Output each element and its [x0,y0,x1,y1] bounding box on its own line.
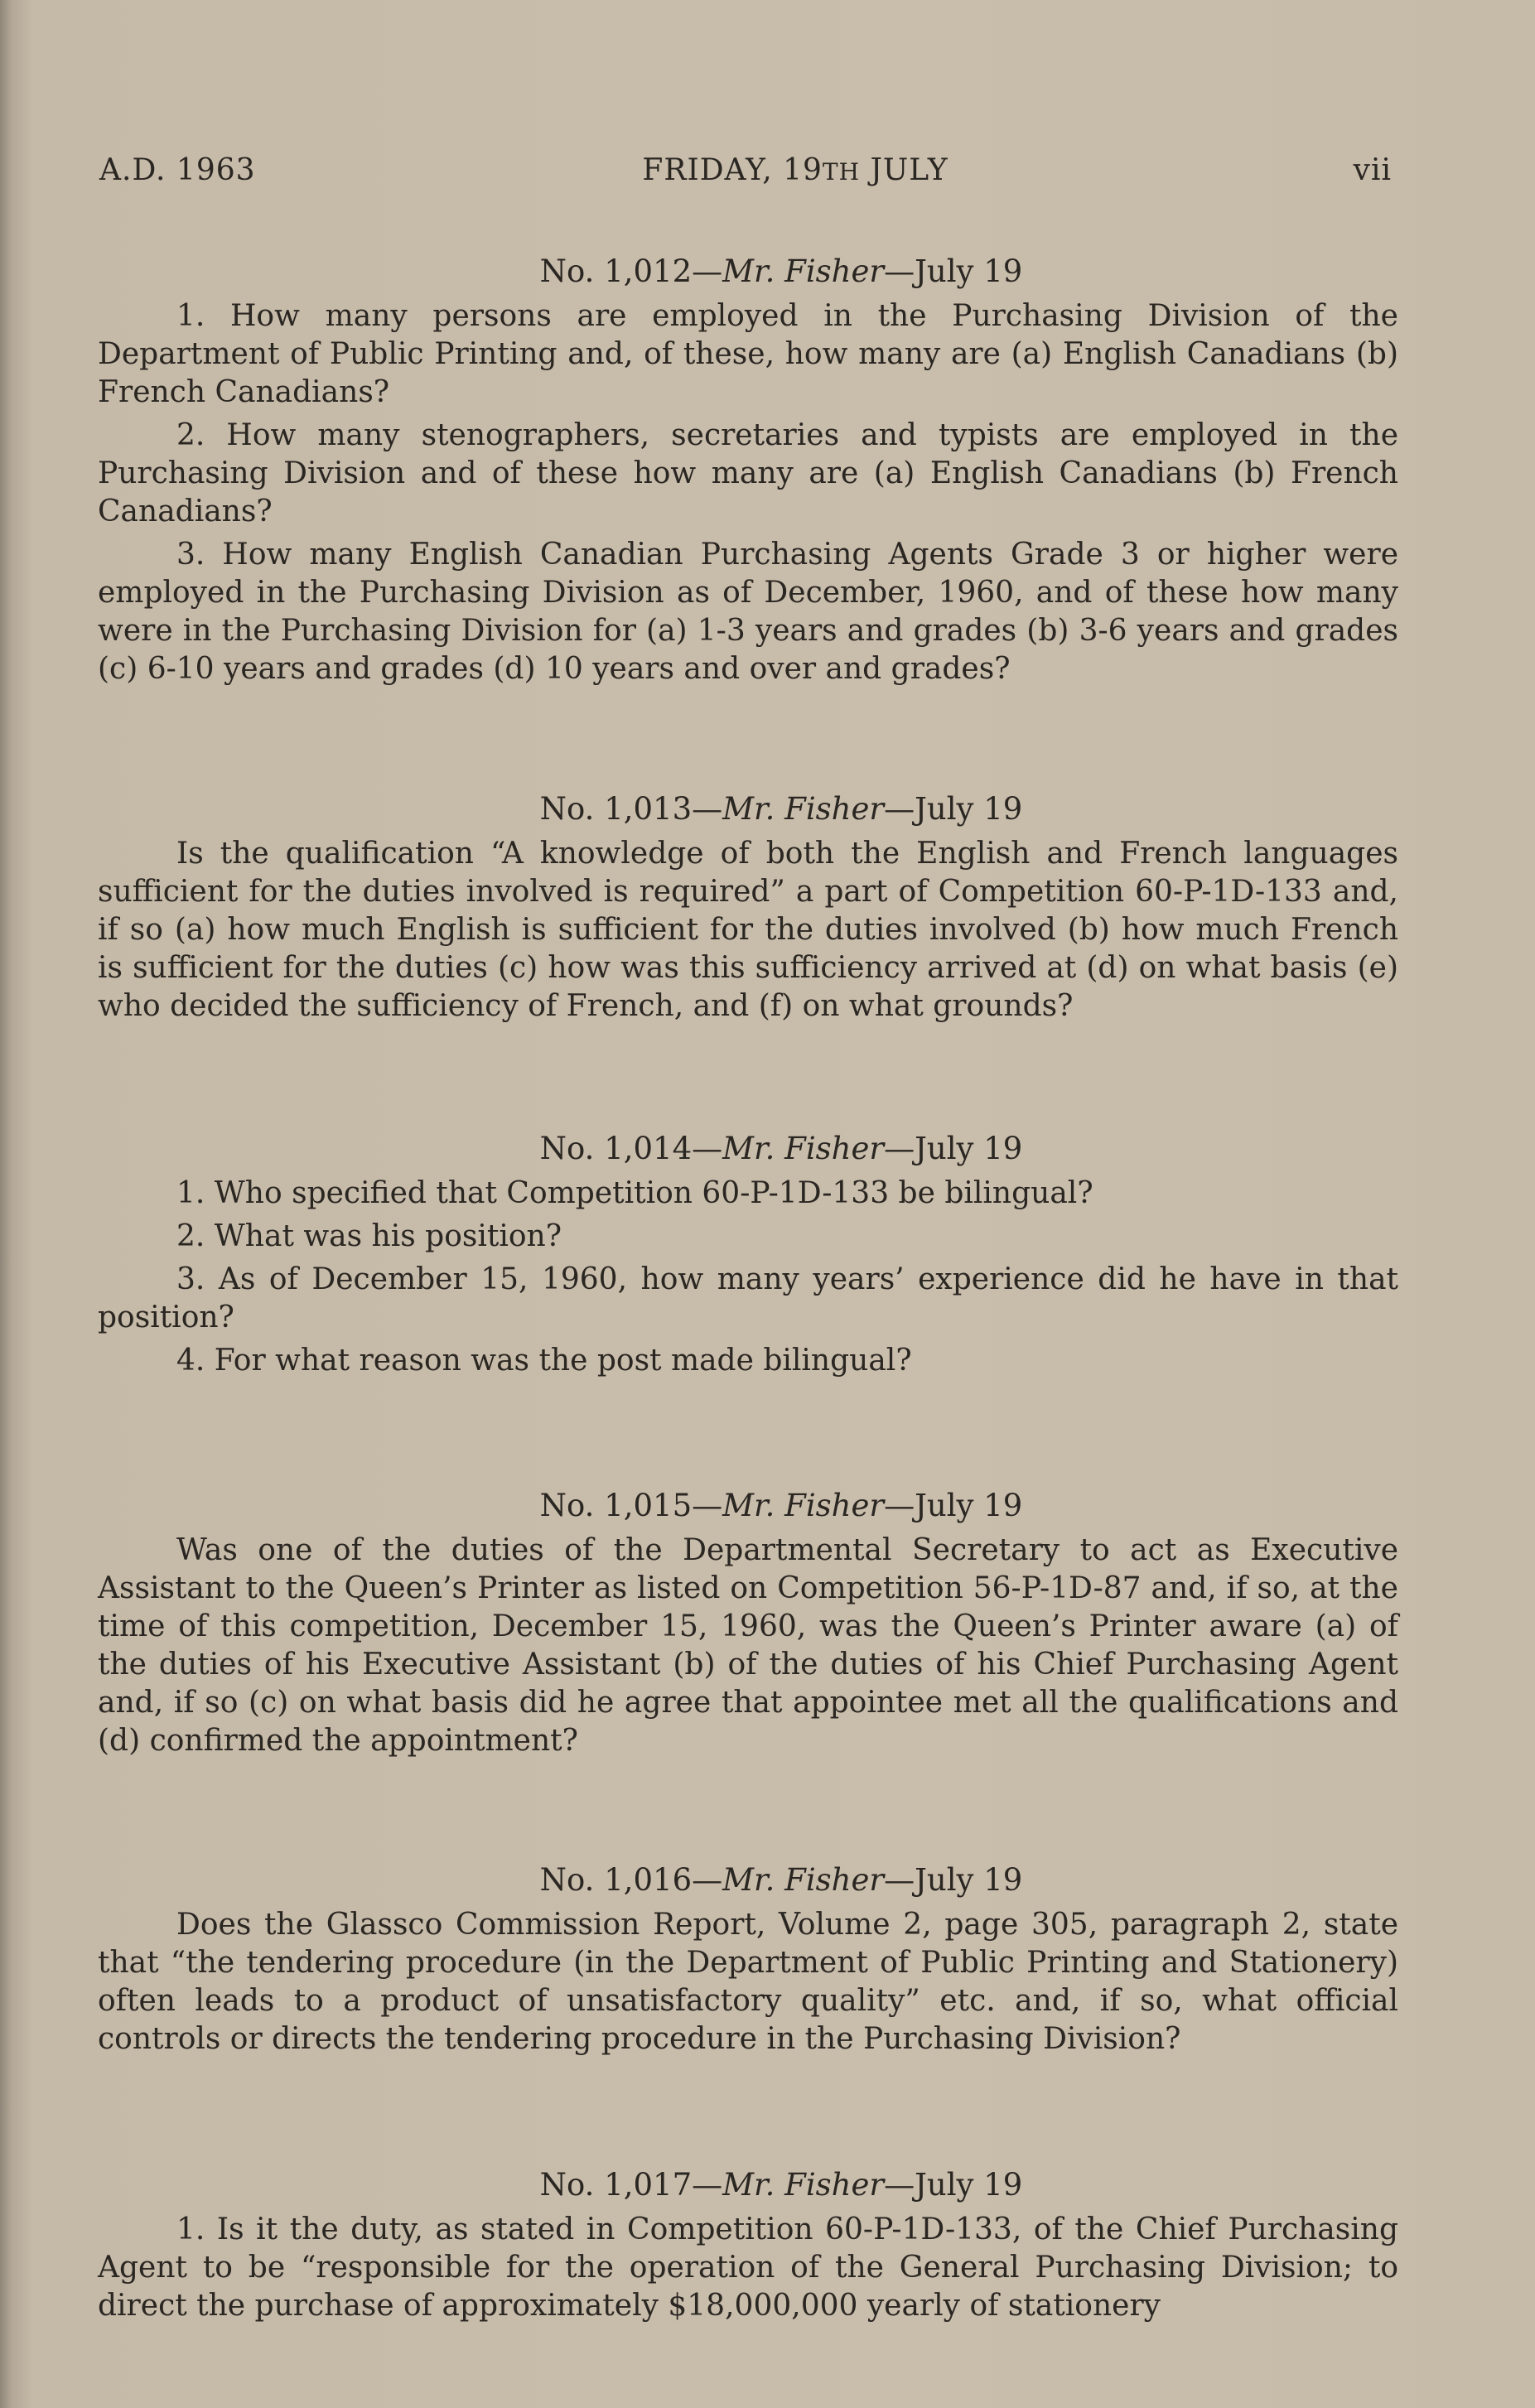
question-number: No. 1,016— [539,1862,723,1898]
question-paragraph: 2. How many stenographers, secretaries and typists are employed in the Purchasing Division and of these how many are (a) English Canadians (b) French Canadians? [98,418,1398,528]
question-1016 [98,1860,1398,2058]
question-title [164,789,1398,830]
question-number: No. 1,012— [539,253,723,289]
question-number: No. 1,015— [539,1488,723,1523]
question-paragraph: Is the qualification “A knowledge of both the English and French languages sufficient for the duties involved is required” a part of Competition 60-P-1D-133 and, if so (a) how much English is sufficient for the duties involved (b) how much French is sufficient for the duties (c) how was this sufficiency arrived at (d) on what basis (e) who decided the sufficiency of French, and (f) on what grounds? [98,837,1398,1023]
question-paragraph: 3. As of December 15, 1960, how many years’ experience did he have in that position? [98,1262,1398,1334]
header-date-part: FRIDAY, 19 [642,153,823,187]
header-year: A.D. 1963 [99,153,256,187]
question-date: —July 19 [884,1862,1023,1898]
question-1017 [98,2164,1398,2325]
question-date: —July 19 [884,2167,1023,2203]
question-member: Mr. Fisher [722,1862,885,1898]
question-paragraph: 2. What was his position? [176,1219,562,1253]
question-1015 [98,1485,1398,1760]
question-paragraph: 4. For what reason was the post made bilingual? [176,1344,912,1378]
question-date: —July 19 [884,253,1023,289]
question-member: Mr. Fisher [722,1488,885,1523]
question-1013 [98,789,1398,1025]
question-member: Mr. Fisher [722,791,885,827]
question-paragraph: 1. Who specified that Competition 60-P-1D-133 be bilingual? [176,1176,1093,1210]
question-title [164,251,1398,292]
question-number: No. 1,014— [539,1131,723,1166]
question-number: No. 1,013— [539,791,723,827]
question-member: Mr. Fisher [722,253,885,289]
question-paragraph: 3. How many English Canadian Purchasing Agents Grade 3 or higher were employed in the Purchasing Division as of December, 1960, and of these how many were in the Purchasing Division for (a) 1-3 years and grades (b) 3-6 years and grades (c) 6-10 years and grades (d) 10 years and over and grades? [98,538,1398,686]
question-1012 [98,251,1398,688]
question-title [164,2164,1398,2206]
page-number: vii [1353,153,1392,187]
header-date [563,153,1027,187]
question-paragraph: Does the Glassco Commission Report, Volume 2, page 305, paragraph 2, state that “the tendering procedure (in the Department of Public Printing and Stationery) often leads to a product of unsatisfactory quality” etc. and, if so, what official controls or directs the tendering procedure in the Purchasing Division? [98,1908,1398,2056]
header-date-ordinal: TH [822,158,861,186]
question-title [164,1128,1398,1170]
header-date-month: JULY [860,153,949,187]
question-paragraph: 1. Is it the duty, as stated in Competition 60-P-1D-133, of the Chief Purchasing Agent to be “responsible for the operation of the General Purchasing Division; to direct the purchase of approximately $18,000,000 yearly of stationery [98,2213,1398,2323]
question-date: —July 19 [884,1131,1023,1166]
question-paragraph: Was one of the duties of the Departmental Secretary to act as Executive Assistant to the Queen’s Printer as listed on Competition 56-P-1D-87 and, if so, at the time of this competition, December 15, 1960, was the Queen’s Printer aware (a) of the duties of his Executive Assistant (b) of the duties of his Chief Purchasing Agent and, if so (c) on what basis did he agree that appointee met all the qualifications and (d) confirmed the appointment? [98,1533,1398,1758]
running-header [99,153,1392,203]
question-date: —July 19 [884,791,1023,827]
question-title [164,1860,1398,1901]
question-paragraph: 1. How many persons are employed in the Purchasing Division of the Department of Public Printing and, of these, how many are (a) English Canadians (b) French Canadians? [98,299,1398,409]
question-member: Mr. Fisher [722,1131,885,1166]
question-date: —July 19 [884,1488,1023,1523]
question-member: Mr. Fisher [722,2167,885,2203]
question-number: No. 1,017— [539,2167,723,2203]
question-title [164,1485,1398,1527]
question-1014 [98,1128,1398,1380]
